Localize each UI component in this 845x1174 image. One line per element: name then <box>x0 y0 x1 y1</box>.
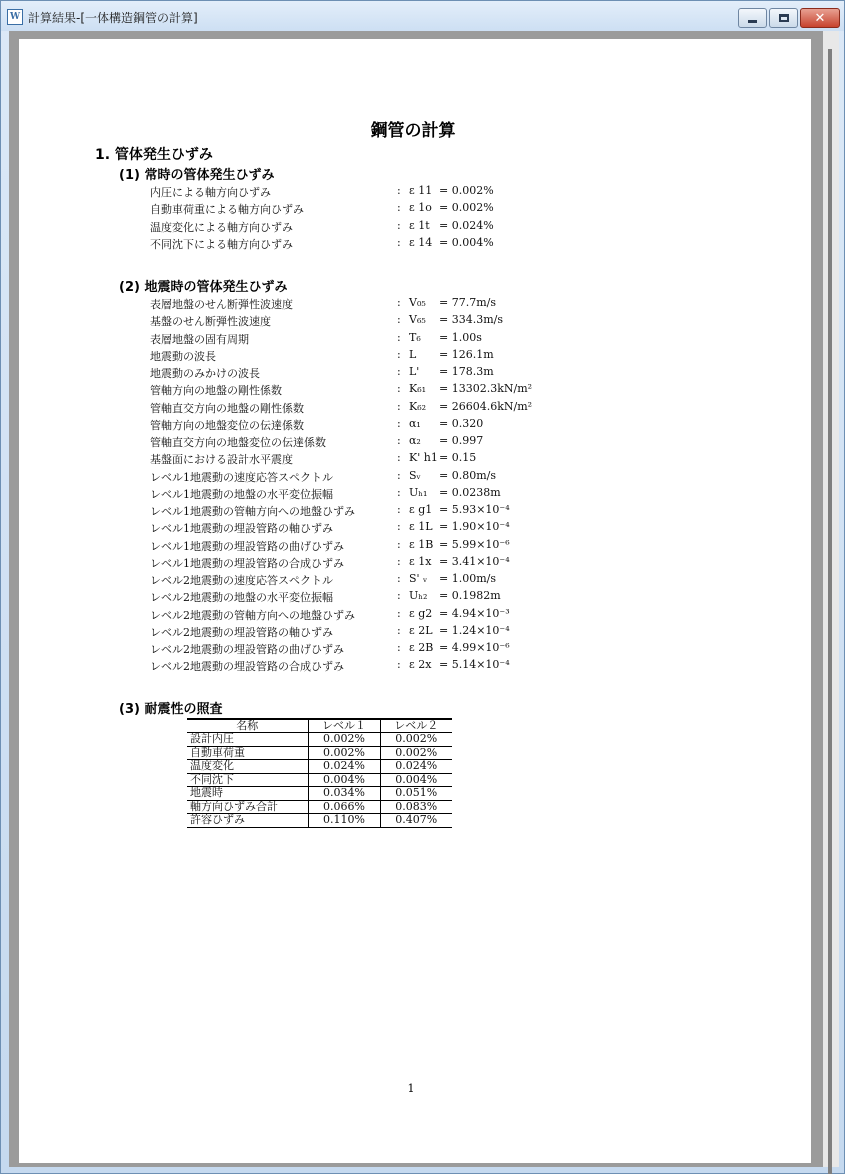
row-symbol: V₀₅ <box>409 296 426 309</box>
row-symbol: K' h1 <box>409 451 438 465</box>
row-value: = 1.90×10⁻⁴ <box>439 520 510 534</box>
app-icon[interactable]: W <box>7 9 23 25</box>
document-title: 鋼管の計算 <box>370 121 456 141</box>
column-header: 名称 <box>187 719 308 733</box>
row-label: 管軸直交方向の地盤の剛性係数 <box>150 401 304 415</box>
page-number: 1 <box>407 1082 415 1095</box>
table-cell: 0.110% <box>308 814 380 828</box>
table-cell: 0.066% <box>308 800 380 814</box>
table-row <box>187 800 452 814</box>
row-symbol: ε g2 <box>409 606 433 620</box>
table-row <box>187 773 452 787</box>
row-symbol: ε 14 <box>409 236 433 250</box>
column-header: レベル２ <box>380 719 452 733</box>
row-symbol: Sᵥ <box>409 468 421 482</box>
row-value: = 3.41×10⁻⁴ <box>439 554 510 568</box>
row-label: レベル2地震動の埋設管路の軸ひずみ <box>150 625 333 639</box>
row-value: = 77.7m/s <box>439 296 496 309</box>
row-colon: : <box>397 468 401 482</box>
row-symbol: ε 1x <box>409 554 432 568</box>
row-label: レベル1地震動の埋設管路の曲げひずみ <box>150 539 344 553</box>
row-colon: : <box>397 589 401 603</box>
table-row <box>187 760 452 774</box>
row-value: = 0.024% <box>439 218 494 232</box>
row-colon: : <box>397 399 401 413</box>
table-cell: 軸方向ひずみ合計 <box>187 800 308 814</box>
row-symbol: K₆₂ <box>409 399 427 413</box>
table-cell: 温度変化 <box>187 760 308 774</box>
row-colon: : <box>397 554 401 568</box>
table-cell: 0.024% <box>380 760 452 774</box>
row-value: = 0.004% <box>439 236 494 250</box>
row-symbol: α₂ <box>409 434 421 447</box>
row-label: 基盤面における設計水平震度 <box>150 453 293 467</box>
row-label: レベル1地震動の速度応答スペクトル <box>150 470 333 484</box>
row-value: = 5.14×10⁻⁴ <box>439 658 510 672</box>
row-colon: : <box>397 236 401 250</box>
row-value: = 13302.3kN/m² <box>439 382 533 396</box>
seismic-check-table <box>187 718 452 828</box>
row-colon: : <box>397 365 401 378</box>
row-colon: : <box>397 520 401 534</box>
row-symbol: L <box>409 347 417 361</box>
title-bar[interactable] <box>1 1 844 31</box>
row-colon: : <box>397 416 401 430</box>
row-value: = 0.002% <box>439 201 494 215</box>
row-label: レベル1地震動の地盤の水平変位振幅 <box>150 487 333 501</box>
row-symbol: ε 1L <box>409 520 433 534</box>
row-label: 表層地盤のせん断弾性波速度 <box>150 298 293 311</box>
table-cell: 0.002% <box>308 733 380 747</box>
subsection-2-heading: (2) 地震時の管体発生ひずみ <box>119 280 288 295</box>
row-symbol: ε 1t <box>409 218 430 232</box>
row-label: 地震動の波長 <box>150 349 216 363</box>
table-row <box>187 733 452 747</box>
table-header-row <box>187 719 452 733</box>
row-symbol: L' <box>409 365 420 378</box>
row-value: = 1.00m/s <box>439 572 496 585</box>
row-colon: : <box>397 296 401 309</box>
row-symbol: ε g1 <box>409 503 433 516</box>
vertical-scrollbar[interactable] <box>823 31 839 1167</box>
subsection-3-heading: (3) 耐震性の照査 <box>119 702 223 717</box>
row-label: レベル2地震動の埋設管路の曲げひずみ <box>150 643 344 656</box>
row-colon: : <box>397 658 401 672</box>
row-colon: : <box>397 347 401 361</box>
row-colon: : <box>397 572 401 585</box>
table-cell: 許容ひずみ <box>187 814 308 828</box>
table-cell: 0.004% <box>308 773 380 787</box>
row-value: = 0.80m/s <box>439 468 496 482</box>
row-symbol: Uₕ₂ <box>409 589 428 603</box>
row-label: レベル2地震動の埋設管路の合成ひずみ <box>150 660 344 674</box>
column-header: レベル１ <box>308 719 380 733</box>
row-value: = 126.1m <box>439 347 494 361</box>
row-symbol: V₆₅ <box>409 313 426 327</box>
row-label: 管軸方向の地盤の剛性係数 <box>150 384 282 398</box>
row-symbol: ε 11 <box>409 184 433 197</box>
minimize-icon <box>748 20 757 23</box>
row-value: = 1.24×10⁻⁴ <box>439 623 510 637</box>
row-symbol: ε 1B <box>409 537 434 551</box>
window-title: 計算結果-[一体構造鋼管の計算] <box>28 11 198 25</box>
row-symbol: Uₕ₁ <box>409 485 428 499</box>
row-colon: : <box>397 623 401 637</box>
close-button[interactable] <box>800 8 840 28</box>
row-value: = 0.0238m <box>439 485 501 499</box>
row-colon: : <box>397 330 401 344</box>
table-cell: 0.024% <box>308 760 380 774</box>
row-label: レベル2地震動の管軸方向への地盤ひずみ <box>150 608 355 622</box>
row-label: 自動車荷重による軸方向ひずみ <box>150 203 304 217</box>
table-cell: 0.051% <box>380 787 452 801</box>
table-cell: 不同沈下 <box>187 773 308 787</box>
table-cell: 0.034% <box>308 787 380 801</box>
table-row <box>187 787 452 801</box>
row-symbol: α₁ <box>409 416 421 430</box>
row-label: 表層地盤の固有周期 <box>150 332 249 346</box>
row-value: = 334.3m/s <box>439 313 503 327</box>
maximize-button[interactable] <box>769 8 798 28</box>
row-colon: : <box>397 382 401 396</box>
row-value: = 0.002% <box>439 184 494 197</box>
row-label: レベル2地震動の速度応答スペクトル <box>150 574 333 587</box>
table-cell: 0.083% <box>380 800 452 814</box>
row-value: = 0.15 <box>439 451 477 465</box>
table-cell: 0.002% <box>308 746 380 760</box>
row-colon: : <box>397 606 401 620</box>
row-colon: : <box>397 451 401 465</box>
row-value: = 0.320 <box>439 416 484 430</box>
row-colon: : <box>397 313 401 327</box>
row-label: 温度変化による軸方向ひずみ <box>150 220 293 234</box>
table-row <box>187 746 452 760</box>
table-cell: 設計内圧 <box>187 733 308 747</box>
row-symbol: ε 1o <box>409 201 432 215</box>
row-colon: : <box>397 218 401 232</box>
row-label: 管軸直交方向の地盤変位の伝達係数 <box>150 436 326 449</box>
row-symbol: T₆ <box>409 330 421 344</box>
table-cell: 0.004% <box>380 773 452 787</box>
row-symbol: ε 2L <box>409 623 433 637</box>
row-colon: : <box>397 503 401 516</box>
row-symbol: S' ᵥ <box>409 572 428 585</box>
section-1-heading: 1. 管体発生ひずみ <box>95 147 213 163</box>
row-label: レベル1地震動の管軸方向への地盤ひずみ <box>150 505 355 518</box>
row-symbol: K₆₁ <box>409 382 427 396</box>
subsection-1-heading: (1) 常時の管体発生ひずみ <box>119 168 275 183</box>
table-cell: 0.002% <box>380 746 452 760</box>
table-row <box>187 814 452 828</box>
row-colon: : <box>397 184 401 197</box>
row-value: = 0.1982m <box>439 589 501 603</box>
table-cell: 0.407% <box>380 814 452 828</box>
row-symbol: ε 2x <box>409 658 432 672</box>
row-label: レベル1地震動の埋設管路の軸ひずみ <box>150 522 333 536</box>
row-label: 基盤のせん断弾性波速度 <box>150 315 271 329</box>
table-cell: 自動車荷重 <box>187 746 308 760</box>
row-label: 管軸方向の地盤変位の伝達係数 <box>150 418 304 432</box>
row-colon: : <box>397 641 401 654</box>
row-value: = 26604.6kN/m² <box>439 399 533 413</box>
row-value: = 4.99×10⁻⁶ <box>439 641 510 654</box>
table-cell: 0.002% <box>380 733 452 747</box>
row-value: = 5.93×10⁻⁴ <box>439 503 510 516</box>
row-symbol: ε 2B <box>409 641 434 654</box>
row-value: = 0.997 <box>439 434 484 447</box>
row-value: = 4.94×10⁻³ <box>439 606 510 620</box>
close-icon: ✕ <box>814 10 826 26</box>
row-label: 内圧による軸方向ひずみ <box>150 186 271 199</box>
minimize-button[interactable] <box>738 8 767 28</box>
row-colon: : <box>397 485 401 499</box>
row-label: レベル2地震動の地盤の水平変位振幅 <box>150 591 333 605</box>
row-colon: : <box>397 201 401 215</box>
table-cell: 地震時 <box>187 787 308 801</box>
row-colon: : <box>397 434 401 447</box>
row-label: 不同沈下による軸方向ひずみ <box>150 238 293 252</box>
scrollbar-thumb[interactable] <box>828 49 832 1174</box>
row-value: = 1.00s <box>439 330 482 344</box>
maximize-icon <box>779 14 789 22</box>
row-label: 地震動のみかけの波長 <box>150 367 260 380</box>
row-value: = 5.99×10⁻⁶ <box>439 537 510 551</box>
row-value: = 178.3m <box>439 365 494 378</box>
row-colon: : <box>397 537 401 551</box>
row-label: レベル1地震動の埋設管路の合成ひずみ <box>150 556 344 570</box>
